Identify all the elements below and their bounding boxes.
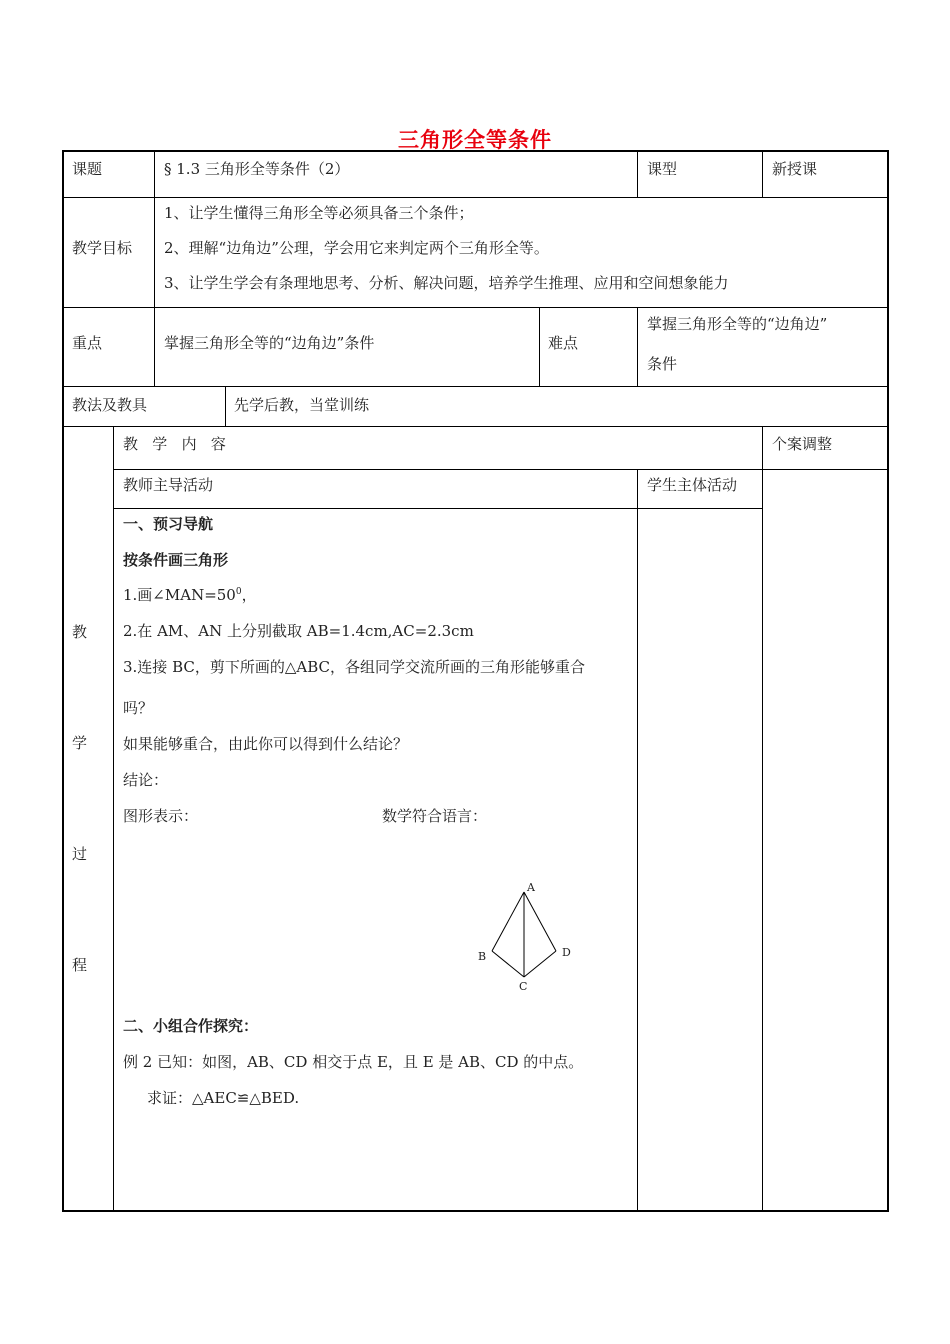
step-1-text: 1.画∠MAN=50: [123, 586, 236, 604]
figure-label: 图形表示：: [123, 807, 199, 825]
document-title: 三角形全等条件: [398, 127, 552, 152]
objectives-label: 教学目标: [72, 239, 133, 257]
topic-value: § 1.3 三角形全等条件（2）: [164, 160, 350, 178]
process-char-4: 程: [72, 956, 88, 974]
point-c-label: C: [519, 980, 528, 993]
topic-label: 课题: [72, 160, 103, 178]
type-label: 课型: [647, 160, 678, 178]
example-text: 例 2 已知：如图，AB、CD 相交于点 E，且 E 是 AB、CD 的中点。: [123, 1053, 584, 1071]
step-1-end: ，: [241, 586, 257, 604]
process-char-2: 学: [72, 734, 88, 752]
method-label: 教法及教具: [72, 396, 148, 414]
difficulty-line-2: 条件: [647, 355, 678, 373]
degree-sup: 0: [235, 587, 242, 597]
process-char-3: 过: [72, 845, 88, 863]
step-3-line-2: 吗？: [123, 699, 154, 717]
point-a-label: A: [527, 881, 535, 894]
type-value: 新授课: [772, 160, 818, 178]
math-language-label: 数学符合语言：: [382, 807, 488, 825]
key-point-label: 重点: [72, 334, 103, 352]
difficulty-line-1: 掌握三角形全等的“边角边”: [647, 315, 828, 333]
point-b-label: B: [478, 950, 487, 963]
section-1-subtitle: 按条件画三角形: [123, 551, 229, 569]
student-header: 学生主体活动: [647, 476, 738, 494]
teacher-header: 教师主导活动: [123, 476, 214, 494]
method-value: 先学后教，当堂训练: [234, 396, 370, 414]
step-2: 2.在 AM、AN 上分别截取 AB=1.4cm,AC=2.3cm: [123, 622, 474, 640]
objective-item-2: 2、理解“边角边”公理，学会用它来判定两个三角形全等。: [164, 239, 549, 257]
prove-text: 求证：△AEC≌△BED.: [147, 1089, 300, 1107]
step-1: [123, 584, 257, 605]
step-3-line-1: 3.连接 BC，剪下所画的△ABC，各组同学交流所画的三角形能够重合: [123, 658, 586, 676]
objective-item-1: 1、让学生懂得三角形全等必须具备三个条件；: [164, 204, 474, 222]
conclusion-label: 结论：: [123, 771, 169, 789]
question-text: 如果能够重合，由此你可以得到什么结论？: [123, 735, 409, 753]
point-d-label: D: [562, 946, 571, 959]
kite-figure: [470, 878, 580, 993]
section-2-title: 二、小组合作探究：: [123, 1017, 259, 1035]
key-point-value: 掌握三角形全等的“边角边”条件: [164, 334, 375, 352]
objective-item-3: 3、让学生学会有条理地思考、分析、解决问题，培养学生推理、应用和空间想象能力: [164, 274, 729, 292]
section-1-title: 一、预习导航: [123, 515, 214, 533]
process-char-1: 教: [72, 623, 88, 641]
adjust-header: 个案调整: [772, 435, 833, 453]
difficulty-label: 难点: [548, 334, 579, 352]
content-header: 教 学 内 容: [123, 435, 226, 453]
